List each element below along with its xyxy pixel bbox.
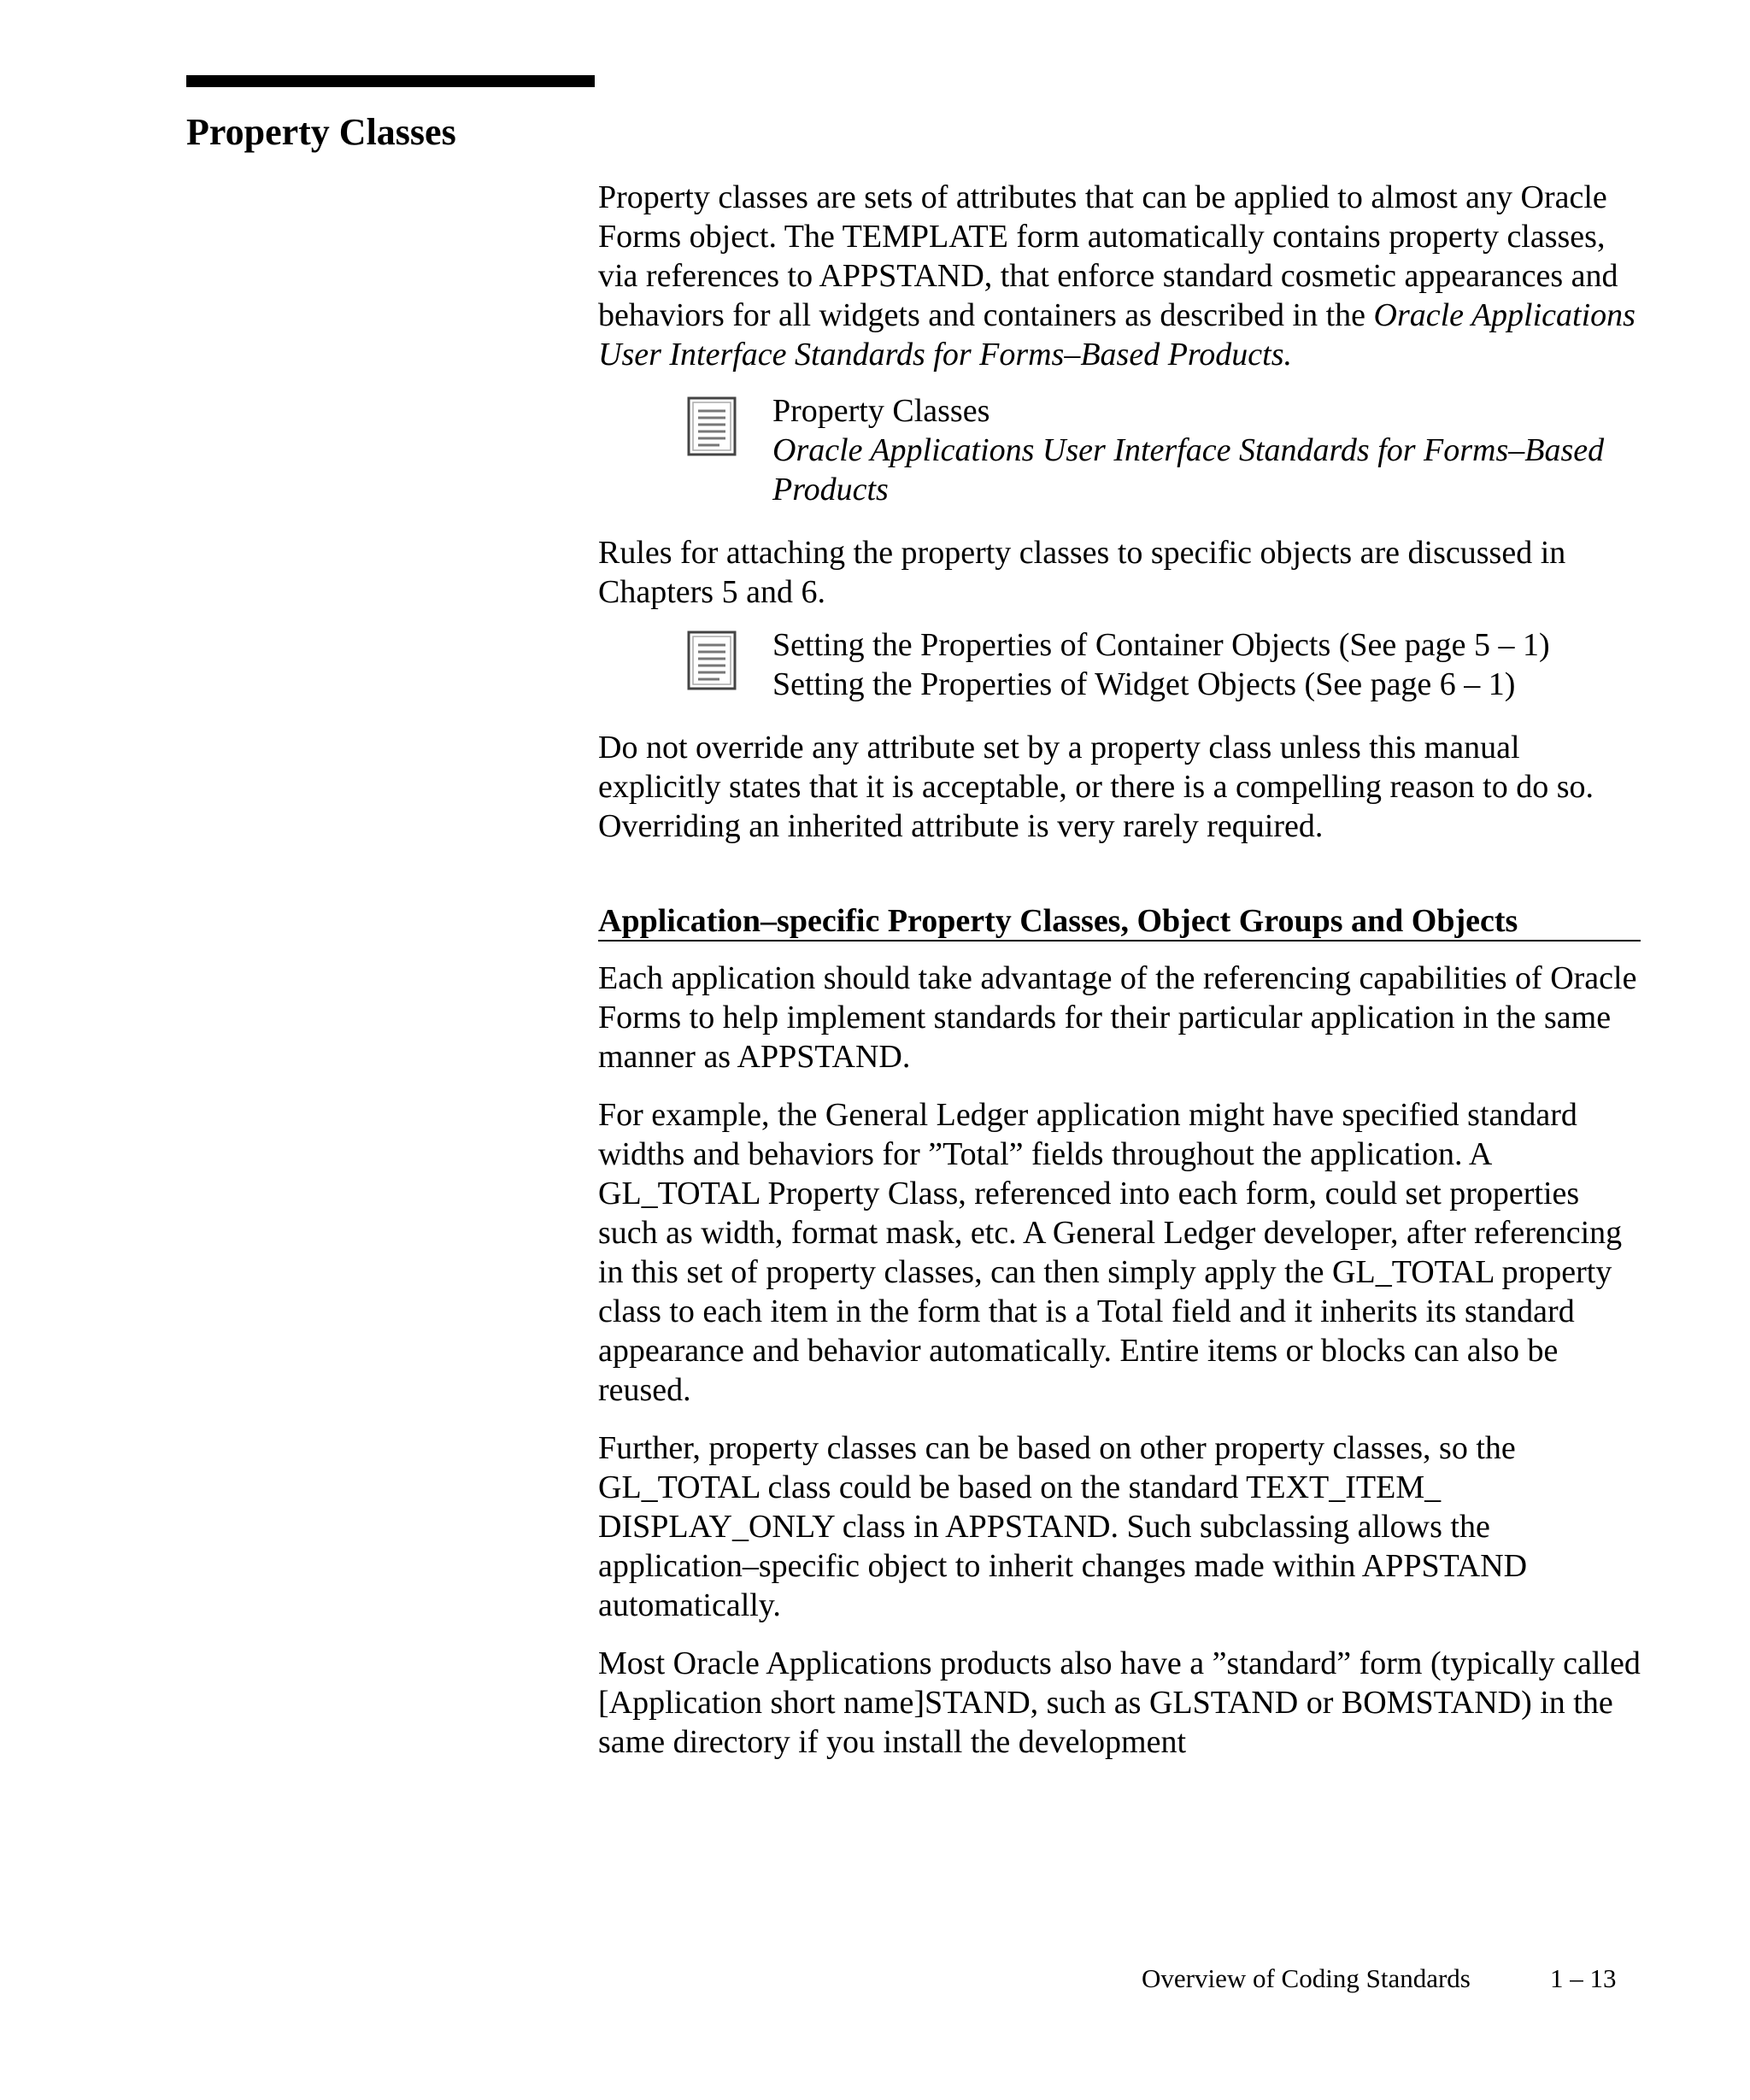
paragraph-subclassing: Further, property classes can be based on other property classes, so the GL_TOTAL class could be based on the standard TEXT_ITEM_ DISPLAY_ONLY class in APPSTAND. Such subclassing allows the application–specific object to inherit changes made within APPSTAND automatically. <box>598 1430 1528 1623</box>
document-reference-icon <box>687 631 737 690</box>
reference-link-container-objects[interactable]: Setting the Properties of Container Objects (See page 5 – 1) <box>772 627 1550 663</box>
paragraph-intro: Property classes are sets of attributes that can be applied to almost any Oracle Forms object. The TEMPLATE form automatically contains property classes, via references to APPSTAND, that enforce standard cosmetic appearances and behaviors for all widgets and containers as described in the Oracle Applications User Interface Standards for Forms–Based Products. <box>598 179 1635 372</box>
book-title-italic: Oracle Applications User Interface Standards for Forms–Based Products. <box>598 297 1635 372</box>
subsection-heading: Application–specific Property Classes, Object Groups and Objects <box>598 902 1641 941</box>
document-reference-icon <box>687 396 737 456</box>
paragraph-override: Do not override any attribute set by a property class unless this manual explicitly states that it is acceptable, or there is a compelling reason to do so. Overriding an inherited attribute is very rarely required. <box>598 730 1594 844</box>
section-rule <box>186 75 595 87</box>
section-title: Property Classes <box>186 111 456 153</box>
reference-book: Oracle Applications User Interface Standards for Forms–Based Products <box>772 432 1605 507</box>
paragraph-standard-form: Most Oracle Applications products also have a ”standard” form (typically called [Application short name]STAND, such as GLSTAND or BOMSTAND) in the same directory if you install the development <box>598 1645 1641 1760</box>
reference-link-widget-objects[interactable]: Setting the Properties of Widget Objects (See page 6 – 1) <box>772 666 1516 702</box>
cross-reference-block <box>687 391 1641 509</box>
body-column <box>598 178 1641 1780</box>
paragraph-example: For example, the General Ledger application might have specified standard widths and behaviors for ”Total” fields throughout the application. A GL_TOTAL Property Class, referenced into each form, could set properties such as width, format mask, etc. A General Ledger developer, after referencing in this set of property classes, can then simply apply the GL_TOTAL property class to each item in the form that is a Total field and it inherits its standard appearance and behavior automatically. Entire items or blocks can also be reused. <box>598 1097 1623 1408</box>
cross-reference-block <box>687 625 1641 704</box>
footer-chapter-title: Overview of Coding Standards <box>1142 1963 1471 1993</box>
paragraph-referencing: Each application should take advantage of the referencing capabilities of Oracle Forms to help implement standards for their particular application in the same manner as APPSTAND. <box>598 960 1637 1075</box>
paragraph-rules: Rules for attaching the property classes to specific objects are discussed in Chapters 5 and 6. <box>598 535 1566 610</box>
footer-page-number: 1 – 13 <box>1550 1963 1617 1993</box>
reference-title: Property Classes <box>772 393 990 429</box>
